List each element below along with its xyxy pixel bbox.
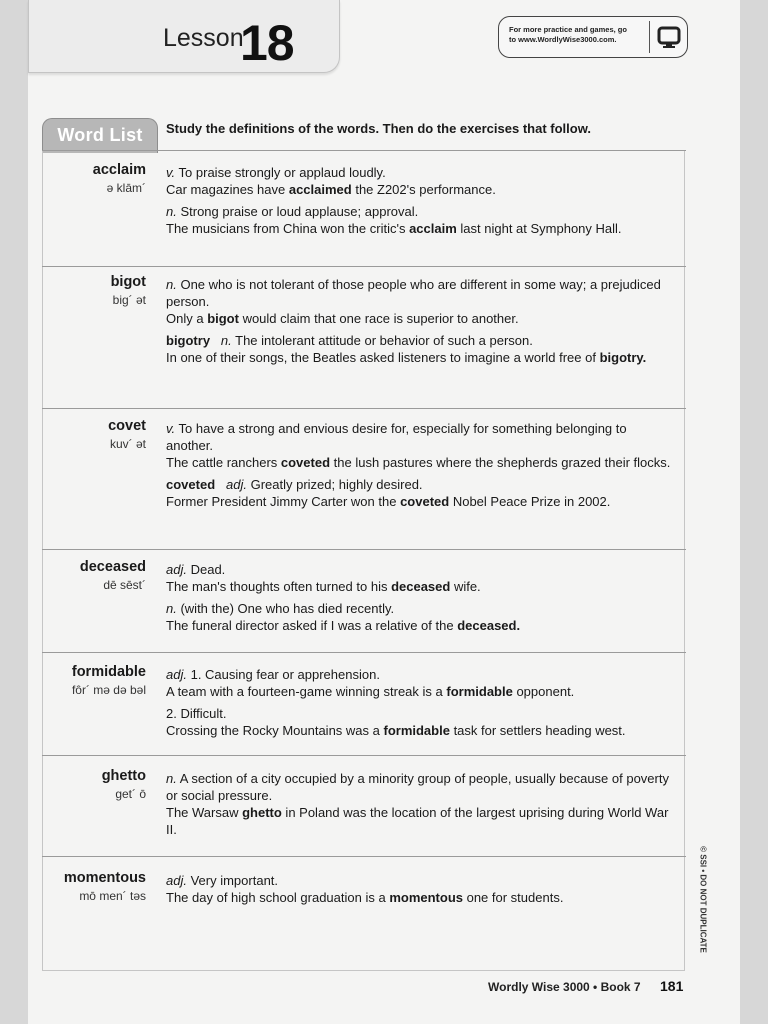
entry-definitions [166, 561, 671, 639]
copyright-note [696, 835, 710, 970]
example-keyword: coveted [400, 494, 450, 509]
promo-line-2: to www.WordlyWise3000.com. [509, 35, 617, 44]
page-number: 181 [660, 978, 684, 994]
part-of-speech: v. [166, 421, 176, 436]
example-keyword: ghetto [242, 805, 282, 820]
copyright-text: © SSI • DO NOT DUPLICATE [698, 846, 708, 953]
derived-word [166, 332, 671, 366]
example-keyword: momentous [389, 890, 463, 905]
lesson-label: Lesson [163, 24, 244, 52]
example-text: The Warsaw [166, 805, 243, 820]
derived-word [166, 476, 671, 510]
example-keyword: bigotry. [599, 350, 647, 365]
divider [42, 856, 686, 857]
definition [166, 420, 671, 471]
entry-definitions [166, 666, 671, 744]
example-text: The cattle ranchers [166, 455, 281, 470]
example-text: The man's thoughts often turned to his [166, 579, 392, 594]
example-keyword: formidable [383, 723, 450, 738]
definition [166, 600, 671, 634]
promo-line-1: For more practice and games, go [509, 25, 627, 34]
definition [166, 164, 671, 198]
promo-text [509, 25, 647, 45]
part-of-speech: adj. [225, 477, 247, 492]
entry-definitions [166, 420, 671, 515]
entry-pronunciation: get´ ō [115, 787, 146, 801]
example-keyword: acclaimed [288, 182, 352, 197]
entry-word: covet [108, 418, 146, 434]
definition [166, 666, 671, 700]
box-border-bottom [42, 970, 685, 971]
entry-pronunciation: kuv´ ət [109, 437, 146, 451]
entry-definitions [166, 770, 671, 843]
lesson-header-tab [28, 0, 340, 73]
part-of-speech: adj. [166, 667, 187, 682]
divider [42, 755, 686, 756]
entry-definitions [166, 276, 671, 371]
entry-word: momentous [63, 870, 146, 886]
part-of-speech: n. [220, 333, 232, 348]
divider [42, 408, 686, 409]
divider [42, 549, 686, 550]
website-promo-box [498, 16, 688, 58]
promo-divider [649, 21, 650, 53]
entry-pronunciation: fôr´ mə də bəl [71, 683, 146, 697]
derived-word-term: coveted [166, 477, 216, 492]
workbook-page [28, 0, 740, 1024]
definition-text: A section of a city occupied by a minority group of people, usually because of poverty or social pressure. [166, 771, 669, 803]
example-text: The musicians from China won the critic's [166, 221, 410, 236]
part-of-speech: v. [166, 165, 176, 180]
definition-text: (with the) One who has died recently. [180, 601, 395, 616]
part-of-speech: adj. [166, 562, 187, 577]
entry-pronunciation: dē sēst´ [103, 578, 146, 592]
entry-word: acclaim [92, 162, 146, 178]
definition-text: Strong praise or loud applause; approval. [180, 204, 419, 219]
example-text: wife. [450, 579, 481, 594]
example-text: Nobel Peace Prize in 2002. [449, 494, 611, 509]
definition-text: The intolerant attitude or behavior of such a person. [235, 333, 533, 348]
example-keyword: acclaim [409, 221, 457, 236]
example-text: would claim that one race is superior to another. [238, 311, 519, 326]
part-of-speech: adj. [166, 873, 187, 888]
instructions: Study the definitions of the words. Then do the exercises that follow. [166, 121, 591, 136]
divider [42, 652, 686, 653]
example-text: The funeral director asked if I was a relative of the [166, 618, 458, 633]
entry-word: deceased [79, 559, 146, 575]
example-text: last night at Symphony Hall. [456, 221, 622, 236]
example-keyword: deceased. [457, 618, 521, 633]
entry-pronunciation: big´ ət [112, 293, 146, 307]
derived-word-term: bigotry [166, 333, 211, 348]
divider [42, 266, 686, 267]
box-border-right [684, 150, 685, 970]
entry-definitions [166, 872, 671, 911]
monitor-icon [655, 23, 683, 51]
definition [166, 203, 671, 237]
example-text: the lush pastures where the shepherds grazed their flocks. [330, 455, 671, 470]
definition-text: Dead. [190, 562, 226, 577]
entry-definitions [166, 164, 671, 242]
entry-word: bigot [110, 274, 146, 290]
example-text: in Poland was the location of the largest uprising during World War II. [166, 805, 669, 837]
example-text: The day of high school graduation is a [166, 890, 390, 905]
word-list-tab [42, 118, 158, 153]
definition [166, 276, 671, 327]
definition-text: Greatly prized; highly desired. [250, 477, 423, 492]
part-of-speech: n. [166, 771, 177, 786]
example-text: A team with a fourteen-game winning streak is a [166, 684, 447, 699]
divider [42, 150, 686, 151]
entry-pronunciation: ə klām´ [106, 181, 146, 195]
book-title: Wordly Wise 3000 • Book 7 [488, 980, 641, 994]
example-text: opponent. [512, 684, 575, 699]
definition-text: To have a strong and envious desire for, especially for something belonging to another. [166, 421, 627, 453]
lesson-number: 18 [240, 15, 294, 71]
definition [166, 561, 671, 595]
example-text: Only a [166, 311, 208, 326]
example-keyword: bigot [207, 311, 239, 326]
definition [166, 705, 671, 739]
definition [166, 872, 671, 906]
definition-text: 1. Causing fear or apprehension. [190, 667, 380, 682]
part-of-speech: n. [166, 204, 177, 219]
example-text: Former President Jimmy Carter won the [166, 494, 401, 509]
part-of-speech: n. [166, 277, 177, 292]
definition-text: One who is not tolerant of those people who are different in some way; a prejudiced person. [166, 277, 661, 309]
definition-text: Very important. [190, 873, 279, 888]
word-list-label: Word List [57, 125, 143, 145]
entry-word: formidable [71, 664, 146, 680]
entry-pronunciation: mō men´ təs [79, 889, 146, 903]
example-text: task for settlers heading west. [449, 723, 626, 738]
example-text: Car magazines have [166, 182, 289, 197]
definition-text: To praise strongly or applaud loudly. [178, 165, 386, 180]
example-text: Crossing the Rocky Mountains was a [166, 723, 384, 738]
example-keyword: formidable [446, 684, 513, 699]
definition-text: 2. Difficult. [166, 706, 227, 721]
example-keyword: coveted [280, 455, 331, 470]
part-of-speech: n. [166, 601, 177, 616]
example-text: one for students. [462, 890, 564, 905]
definition [166, 770, 671, 838]
example-keyword: deceased [391, 579, 451, 594]
entry-word: ghetto [101, 768, 146, 784]
example-text: the Z202's performance. [351, 182, 496, 197]
example-text: In one of their songs, the Beatles asked listeners to imagine a world free of [166, 350, 600, 365]
